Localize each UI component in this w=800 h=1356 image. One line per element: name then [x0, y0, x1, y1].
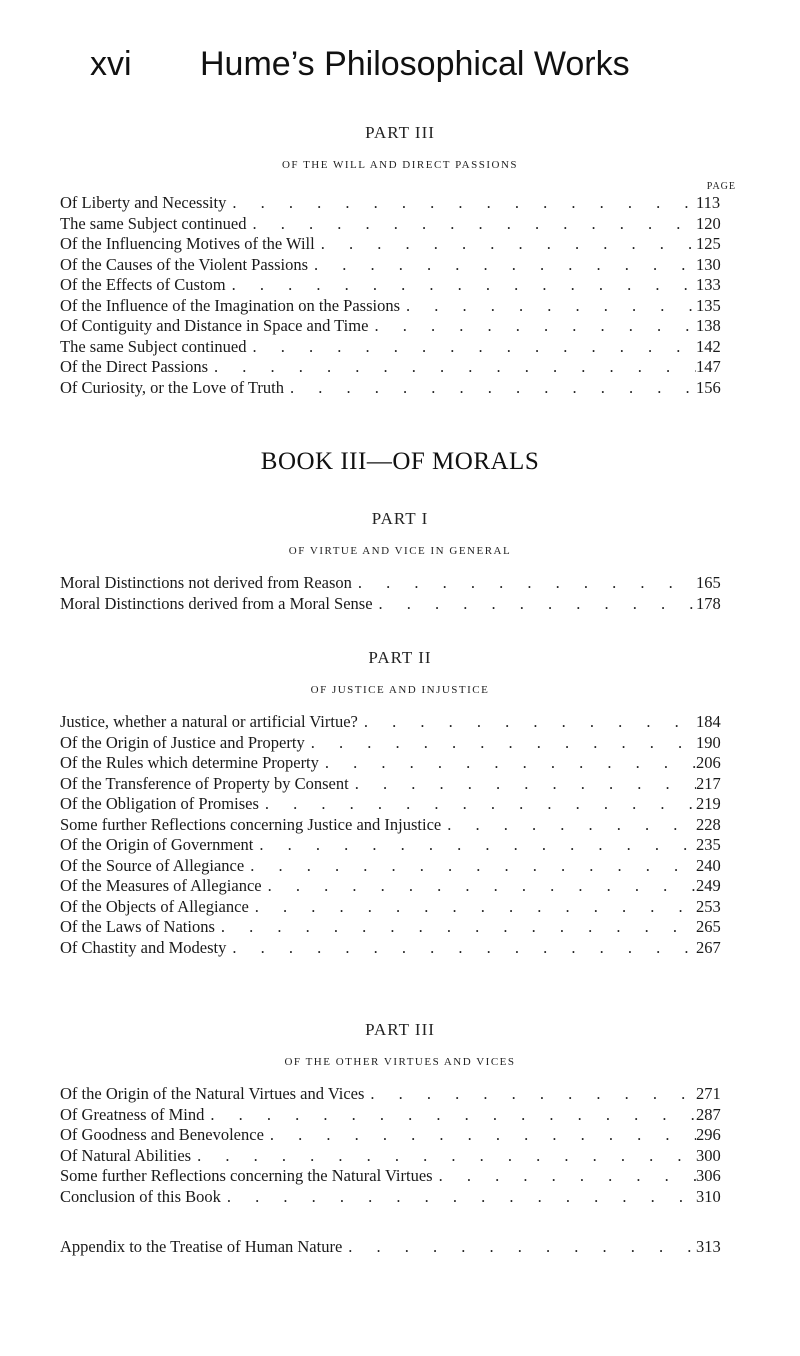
toc-entry-title: Of the Laws of Nations: [60, 917, 215, 936]
part-subheading: OF JUSTICE AND INJUSTICE: [310, 684, 490, 696]
toc-entry-page: 206: [696, 753, 721, 772]
dot-leader: [226, 938, 696, 958]
dot-leader: [315, 234, 696, 254]
part-heading: PART I: [371, 509, 429, 528]
toc-entry-page: 249: [696, 876, 721, 895]
toc-entry[interactable]: [60, 712, 740, 733]
toc-entry[interactable]: [60, 316, 740, 337]
toc-entry-page: 235: [696, 835, 721, 854]
dot-leader: [208, 357, 696, 377]
toc-entry-page: 130: [696, 254, 721, 274]
toc-entry-appendix[interactable]: [60, 1237, 740, 1258]
toc-entry-title: Of the Effects of Custom: [60, 275, 226, 294]
toc-entry-page: 296: [696, 1125, 721, 1144]
dot-leader: [342, 1237, 696, 1257]
toc-entry-title: Moral Distinctions not derived from Reason: [60, 573, 352, 592]
toc-entry-title: Of the Influencing Motives of the Will: [60, 234, 315, 253]
toc-entry[interactable]: [60, 733, 740, 754]
toc-entry[interactable]: [60, 917, 740, 938]
toc-entry[interactable]: [60, 234, 740, 255]
toc-entry-page: 253: [696, 896, 721, 916]
section-book3-part2: [60, 648, 740, 958]
toc-entry-title: Of the Transference of Property by Consent: [60, 773, 349, 793]
toc-entry[interactable]: [60, 573, 740, 594]
page-header: [90, 44, 650, 94]
toc-entry-title: Of the Origin of Justice and Property: [60, 732, 305, 752]
toc-entry-page: 156: [696, 377, 721, 397]
toc-entry-title: Conclusion of this Book: [60, 1186, 221, 1206]
toc-entry[interactable]: [60, 357, 740, 378]
dot-leader: [221, 1187, 696, 1207]
toc-list: [60, 193, 740, 398]
dot-leader: [441, 815, 696, 835]
toc-entry[interactable]: [60, 337, 740, 358]
toc-entry-page: 287: [696, 1104, 721, 1124]
toc-entry-title: Of Greatness of Mind: [60, 1104, 205, 1124]
part-heading: PART II: [368, 648, 432, 667]
toc-entry[interactable]: [60, 794, 740, 815]
toc-entry[interactable]: [60, 1146, 740, 1167]
toc-entry[interactable]: [60, 1105, 740, 1126]
page-number-folio: xvi: [90, 45, 132, 83]
toc-entry-title: Of Goodness and Benevolence: [60, 1125, 264, 1144]
toc-entry-title: Of the Measures of Allegiance: [60, 876, 262, 895]
running-title: Hume’s Philosophical Works: [200, 45, 630, 83]
dot-leader: [244, 856, 696, 876]
toc-entry-title: Of the Causes of the Violent Passions: [60, 254, 309, 274]
book-heading: BOOK III—OF MORALS: [260, 448, 540, 475]
dot-leader: [308, 255, 696, 275]
section-part3-passions: [60, 123, 740, 398]
toc-entry-title: Of the Influence of the Imagination on the Passions: [60, 295, 400, 315]
toc-list: [60, 1084, 740, 1207]
toc-entry-page: 184: [696, 712, 721, 731]
toc-entry[interactable]: [60, 835, 740, 856]
toc-entry[interactable]: [60, 897, 740, 918]
toc-entry-title: Of the Direct Passions: [60, 357, 209, 376]
toc-entry-title: Some further Reflections concerning the Natural Virtues: [60, 1166, 433, 1185]
section-book3-part1: [60, 509, 740, 614]
dot-leader: [305, 733, 696, 753]
toc-entry-title: Moral Distinctions derived from a Moral Sense: [60, 593, 373, 613]
toc-entry[interactable]: [60, 594, 740, 615]
toc-entry-page: 219: [696, 794, 721, 813]
toc-entry-page: 240: [696, 855, 721, 875]
toc-entry-page: 135: [696, 295, 721, 315]
toc-entry-title: Of Liberty and Necessity: [60, 193, 227, 212]
dot-leader: [400, 296, 696, 316]
toc-entry-page: 217: [696, 773, 721, 793]
toc-entry-title: Of Contiguity and Distance in Space and Time: [60, 316, 369, 335]
toc-entry[interactable]: [60, 296, 740, 317]
dot-leader: [264, 1125, 696, 1145]
part-heading: PART III: [365, 1020, 435, 1039]
page-column-label: PAGE: [706, 181, 736, 192]
toc-entry-title: Of the Source of Allegiance: [60, 855, 245, 875]
dot-leader: [204, 1105, 696, 1125]
section-appendix: [60, 1237, 740, 1258]
toc-entry-page: 178: [696, 593, 721, 613]
toc-entry-title: Of Chastity and Modesty: [60, 937, 227, 957]
toc-entry-page: 133: [696, 275, 721, 294]
toc-entry-page: 190: [696, 732, 721, 752]
toc-entry-title: The same Subject continued: [60, 336, 247, 356]
dot-leader: [249, 897, 696, 917]
toc-entry-page: 120: [696, 213, 721, 233]
part-subheading: OF THE OTHER VIRTUES AND VICES: [284, 1056, 516, 1068]
part-subheading: OF VIRTUE AND VICE IN GENERAL: [288, 545, 512, 557]
toc-entry-page: 306: [696, 1166, 721, 1185]
dot-leader: [262, 876, 696, 896]
dot-leader: [319, 753, 696, 773]
dot-leader: [226, 193, 696, 213]
toc-entry-title: Justice, whether a natural or artificial Virtue?: [60, 712, 358, 731]
dot-leader: [373, 594, 696, 614]
toc-entry-title: Of the Obligation of Promises: [60, 794, 259, 813]
toc-entry-page: 310: [696, 1186, 721, 1206]
toc-entry[interactable]: [60, 876, 740, 897]
dot-leader: [226, 275, 696, 295]
toc-entry[interactable]: [60, 275, 740, 296]
toc-entry-page: 165: [696, 573, 721, 592]
toc-entry-title: Of the Origin of Government: [60, 835, 254, 854]
toc-entry-page: 138: [696, 316, 721, 335]
dot-leader: [368, 316, 696, 336]
toc-entry[interactable]: [60, 774, 740, 795]
toc-entry-title: Of Natural Abilities: [60, 1145, 192, 1165]
toc-entry[interactable]: [60, 214, 740, 235]
toc-entry-page: 265: [696, 917, 721, 936]
section-book3-part3: [60, 1020, 740, 1207]
toc-list: [60, 1237, 740, 1258]
dot-leader: [215, 917, 696, 937]
toc-entry-page: 142: [696, 336, 721, 356]
dot-leader: [247, 214, 697, 234]
dot-leader: [352, 573, 696, 593]
toc-entry[interactable]: [60, 815, 740, 836]
toc-entry-title: Of Curiosity, or the Love of Truth: [60, 377, 284, 397]
toc-entry[interactable]: [60, 938, 740, 959]
toc-entry-title: Some further Reflections concerning Justice and Injustice: [60, 814, 442, 834]
toc-entry[interactable]: [60, 1084, 740, 1105]
dot-leader: [433, 1166, 696, 1186]
dot-leader: [349, 774, 696, 794]
toc-entry[interactable]: [60, 193, 740, 214]
toc-entry-page: 300: [696, 1145, 721, 1165]
toc-entry-title: Of the Objects of Allegiance: [60, 896, 249, 916]
toc-entry-title: Of the Origin of the Natural Virtues and Vices: [60, 1084, 365, 1103]
toc-entry[interactable]: [60, 1166, 740, 1187]
toc-entry-page: 228: [696, 814, 721, 834]
toc-entry[interactable]: [60, 753, 740, 774]
toc-entry-page: 271: [696, 1084, 721, 1103]
toc-entry-page: 147: [696, 357, 721, 376]
dot-leader: [247, 337, 697, 357]
toc-entry-page: 313: [696, 1237, 721, 1256]
toc-list: [60, 573, 740, 614]
toc-entry-title: Appendix to the Treatise of Human Nature: [60, 1237, 343, 1256]
dot-leader: [253, 835, 696, 855]
toc-list: [60, 712, 740, 958]
toc-entry[interactable]: [60, 1125, 740, 1146]
toc-entry[interactable]: [60, 1187, 740, 1208]
dot-leader: [364, 1084, 696, 1104]
part-heading: PART III: [365, 123, 435, 142]
dot-leader: [191, 1146, 696, 1166]
toc-entry[interactable]: [60, 856, 740, 877]
dot-leader: [284, 378, 696, 398]
toc-entry-page: 125: [696, 234, 721, 253]
toc-entry-page: 113: [696, 193, 721, 212]
part-subheading: OF THE WILL AND DIRECT PASSIONS: [281, 159, 519, 171]
dot-leader: [358, 712, 696, 732]
section-book3: [60, 447, 740, 477]
toc-entry[interactable]: [60, 378, 740, 399]
toc-entry-title: The same Subject continued: [60, 213, 247, 233]
toc-entry[interactable]: [60, 255, 740, 276]
toc-entry-title: Of the Rules which determine Property: [60, 753, 319, 772]
dot-leader: [259, 794, 696, 814]
toc-entry-page: 267: [696, 937, 721, 957]
